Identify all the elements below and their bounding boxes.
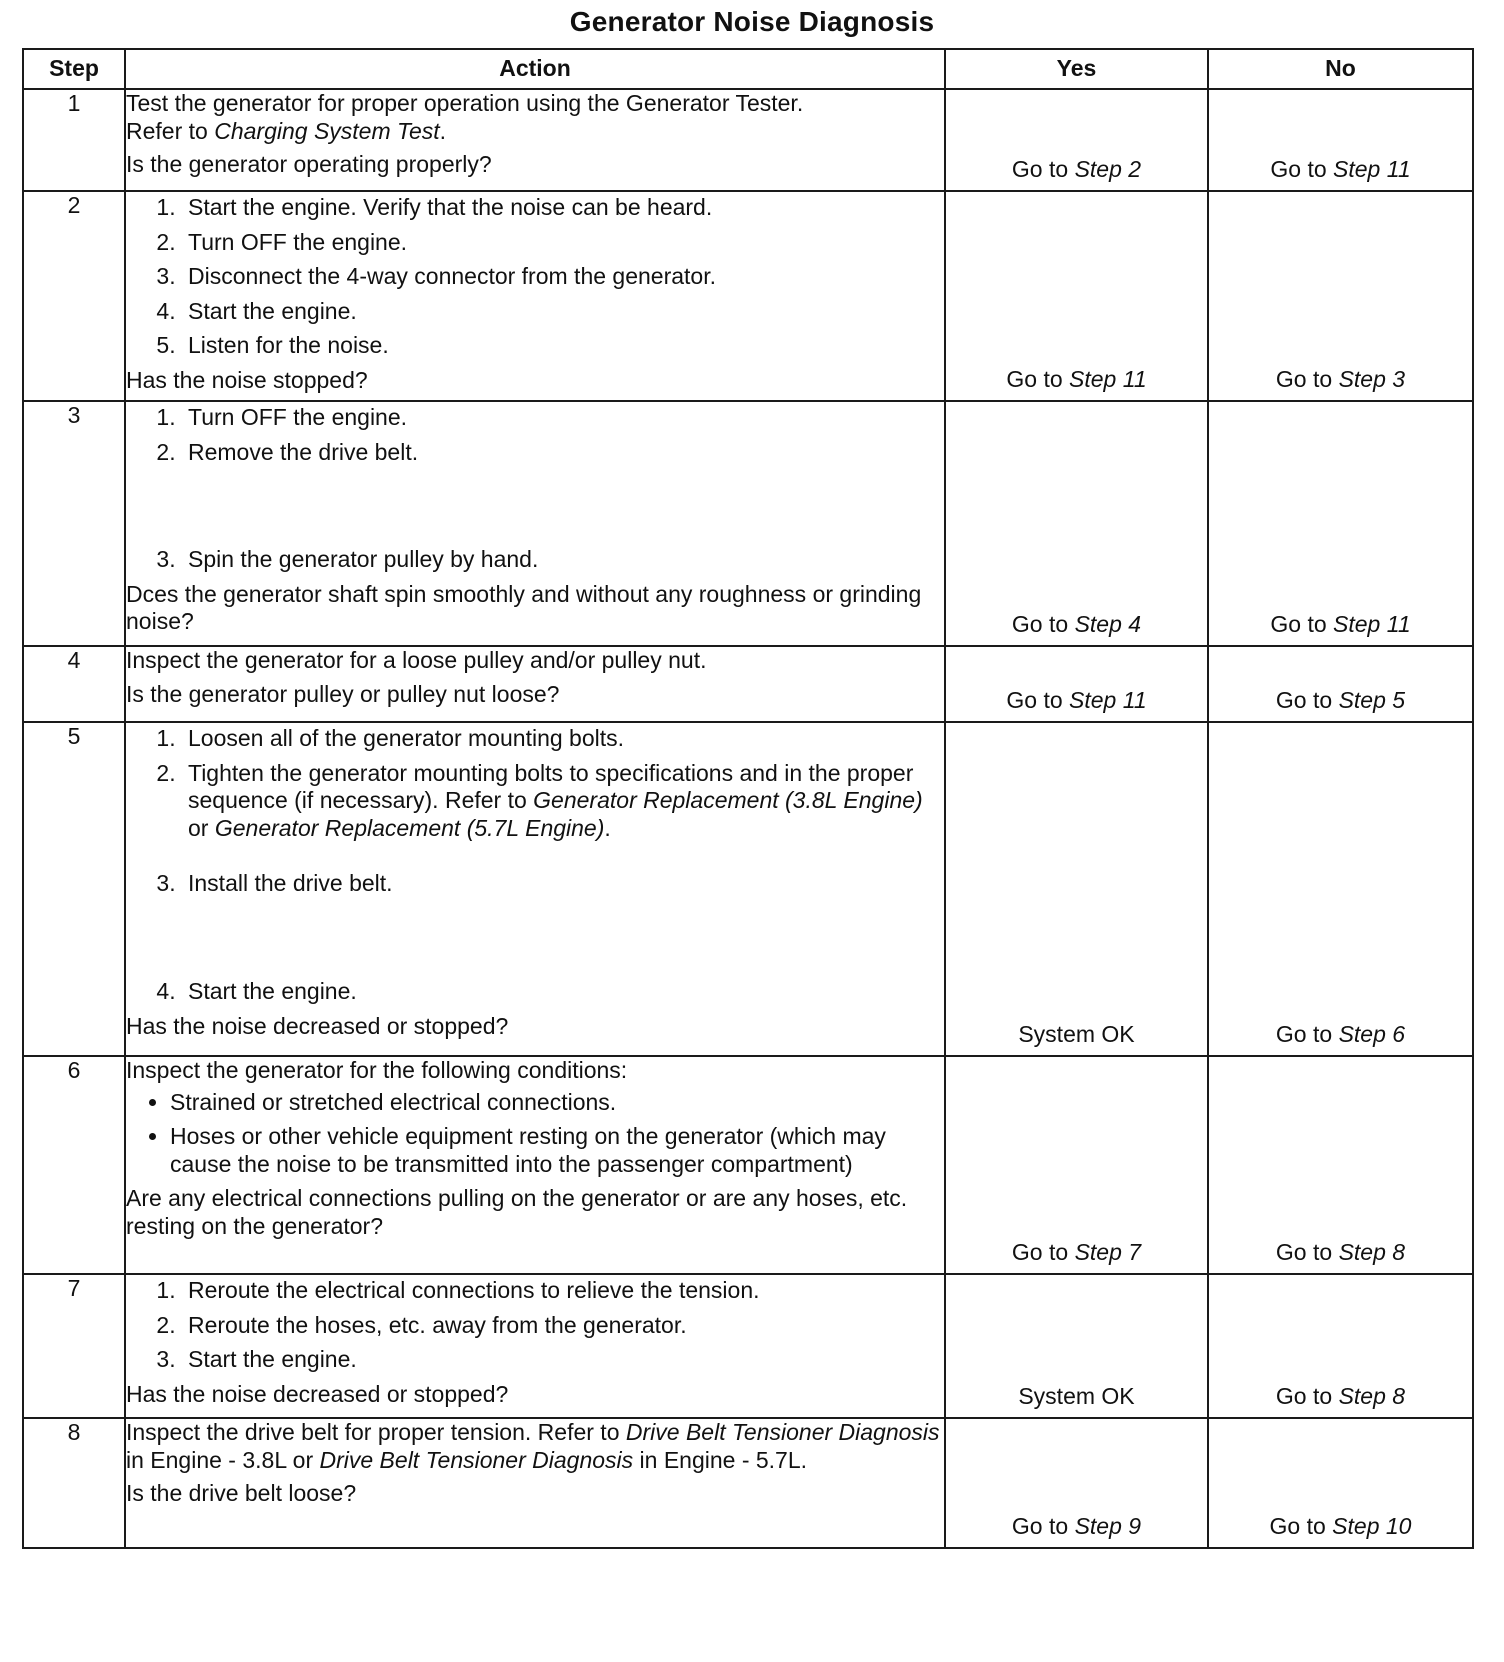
action-cell	[125, 89, 945, 191]
table-row	[23, 401, 1473, 646]
action-steps	[126, 194, 944, 360]
header-action: Action	[125, 49, 945, 89]
no-cell	[1208, 1418, 1473, 1548]
step-number: 7	[23, 1274, 125, 1418]
table-row	[23, 1418, 1473, 1548]
no-cell	[1208, 646, 1473, 722]
yes-result: Go to Step 2	[1011, 156, 1142, 183]
yes-result: Go to Step 7	[1011, 1239, 1142, 1266]
action-text: Test the generator for proper operation using the Generator Tester.	[126, 90, 804, 116]
step-number: 6	[23, 1056, 125, 1274]
diagnosis-table	[22, 48, 1474, 1549]
no-result: Go to Step 3	[1275, 366, 1406, 393]
header-step: Step	[23, 49, 125, 89]
no-cell	[1208, 401, 1473, 646]
no-result: Go to Step 10	[1269, 1513, 1412, 1540]
action-step: 4. Start the engine.	[182, 298, 944, 326]
page-title: Generator Noise Diagnosis	[569, 6, 935, 37]
action-steps	[126, 725, 944, 1006]
yes-cell	[945, 1274, 1208, 1418]
yes-cell	[945, 722, 1208, 1056]
action-cell	[125, 191, 945, 401]
action-step: 4. Start the engine.	[182, 978, 944, 1006]
action-step: 2. Tighten the generator mounting bolts to specifications and in the proper sequence (if necessary). Refer to Generator Replacement (3.8L Engine) or Generator Replacement (5.7L Engine).	[182, 760, 944, 843]
table-row	[23, 722, 1473, 1056]
action-step: 3. Disconnect the 4-way connector from the generator.	[182, 263, 944, 291]
no-cell	[1208, 722, 1473, 1056]
action-text: Inspect the drive belt for proper tension. Refer to Drive Belt Tensioner Diagnosis in Engine - 3.8L or Drive Belt Tensioner Diagnosis in Engine - 5.7L.	[126, 1419, 940, 1473]
action-cell	[125, 1056, 945, 1274]
action-step: 3. Spin the generator pulley by hand.	[182, 546, 944, 574]
action-question: Is the drive belt loose?	[126, 1480, 357, 1507]
table-row	[23, 1056, 1473, 1274]
action-steps	[126, 1277, 944, 1374]
step-number: 8	[23, 1418, 125, 1548]
yes-cell	[945, 89, 1208, 191]
no-cell	[1208, 89, 1473, 191]
action-step: 1. Start the engine. Verify that the noise can be heard.	[182, 194, 944, 222]
yes-result: Go to Step 11	[1006, 687, 1147, 714]
yes-result: Go to Step 4	[1011, 611, 1142, 638]
step-number: 3	[23, 401, 125, 646]
header-no: No	[1208, 49, 1473, 89]
action-cell	[125, 401, 945, 646]
table-row	[23, 191, 1473, 401]
no-result: Go to Step 11	[1270, 611, 1411, 638]
no-result: Go to Step 11	[1270, 156, 1411, 183]
action-question: Has the noise decreased or stopped?	[126, 1380, 509, 1407]
action-step: 2. Reroute the hoses, etc. away from the generator.	[182, 1312, 944, 1340]
yes-cell	[945, 646, 1208, 722]
yes-result: System OK	[1018, 1383, 1135, 1410]
no-result: Go to Step 8	[1275, 1383, 1406, 1410]
no-cell	[1208, 191, 1473, 401]
action-question: Is the generator operating properly?	[126, 151, 492, 178]
step-number: 5	[23, 722, 125, 1056]
table-row	[23, 1274, 1473, 1418]
no-result: Go to Step 8	[1275, 1239, 1406, 1266]
action-text: Inspect the generator for a loose pulley and/or pulley nut.	[126, 647, 707, 673]
action-step: 3. Start the engine.	[182, 1346, 944, 1374]
action-step: 2. Turn OFF the engine.	[182, 229, 944, 257]
action-question: Has the noise stopped?	[126, 366, 368, 393]
table-header-row	[23, 49, 1473, 89]
action-cell	[125, 1274, 945, 1418]
table-row	[23, 646, 1473, 722]
action-question: Is the generator pulley or pulley nut loose?	[126, 680, 560, 707]
action-bullet: • Strained or stretched electrical connections.	[170, 1089, 944, 1117]
yes-cell	[945, 191, 1208, 401]
no-result: Go to Step 5	[1275, 687, 1406, 714]
action-question: Has the noise decreased or stopped?	[126, 1012, 509, 1039]
table-row	[23, 89, 1473, 191]
yes-cell	[945, 401, 1208, 646]
step-number: 4	[23, 646, 125, 722]
action-step: 1. Loosen all of the generator mounting bolts.	[182, 725, 944, 753]
yes-result: Go to Step 11	[1006, 366, 1147, 393]
action-steps	[126, 404, 944, 574]
no-cell	[1208, 1056, 1473, 1274]
action-text: Inspect the generator for the following conditions:	[126, 1057, 628, 1083]
yes-result: Go to Step 9	[1011, 1513, 1142, 1540]
yes-result: System OK	[1018, 1021, 1135, 1048]
action-reference: Refer to Charging System Test.	[126, 117, 447, 144]
action-question: Are any electrical connections pulling on the generator or are any hoses, etc. resting on the generator?	[126, 1185, 908, 1239]
action-cell	[125, 722, 945, 1056]
action-cell	[125, 646, 945, 722]
action-step: 1. Reroute the electrical connections to relieve the tension.	[182, 1277, 944, 1305]
no-cell	[1208, 1274, 1473, 1418]
action-bullet: • Hoses or other vehicle equipment resting on the generator (which may cause the noise to be transmitted into the passenger compartment)	[170, 1123, 944, 1178]
yes-cell	[945, 1056, 1208, 1274]
action-question: Dces the generator shaft spin smoothly and without any roughness or grinding noise?	[126, 580, 922, 635]
action-step: 3. Install the drive belt.	[182, 870, 944, 898]
step-number: 1	[23, 89, 125, 191]
step-number: 2	[23, 191, 125, 401]
yes-cell	[945, 1418, 1208, 1548]
action-bullets	[126, 1089, 944, 1179]
action-step: 5. Listen for the noise.	[182, 332, 944, 360]
action-cell	[125, 1418, 945, 1548]
no-result: Go to Step 6	[1275, 1021, 1406, 1048]
action-step: 1. Turn OFF the engine.	[182, 404, 944, 432]
header-yes: Yes	[945, 49, 1208, 89]
action-step: 2. Remove the drive belt.	[182, 439, 944, 467]
